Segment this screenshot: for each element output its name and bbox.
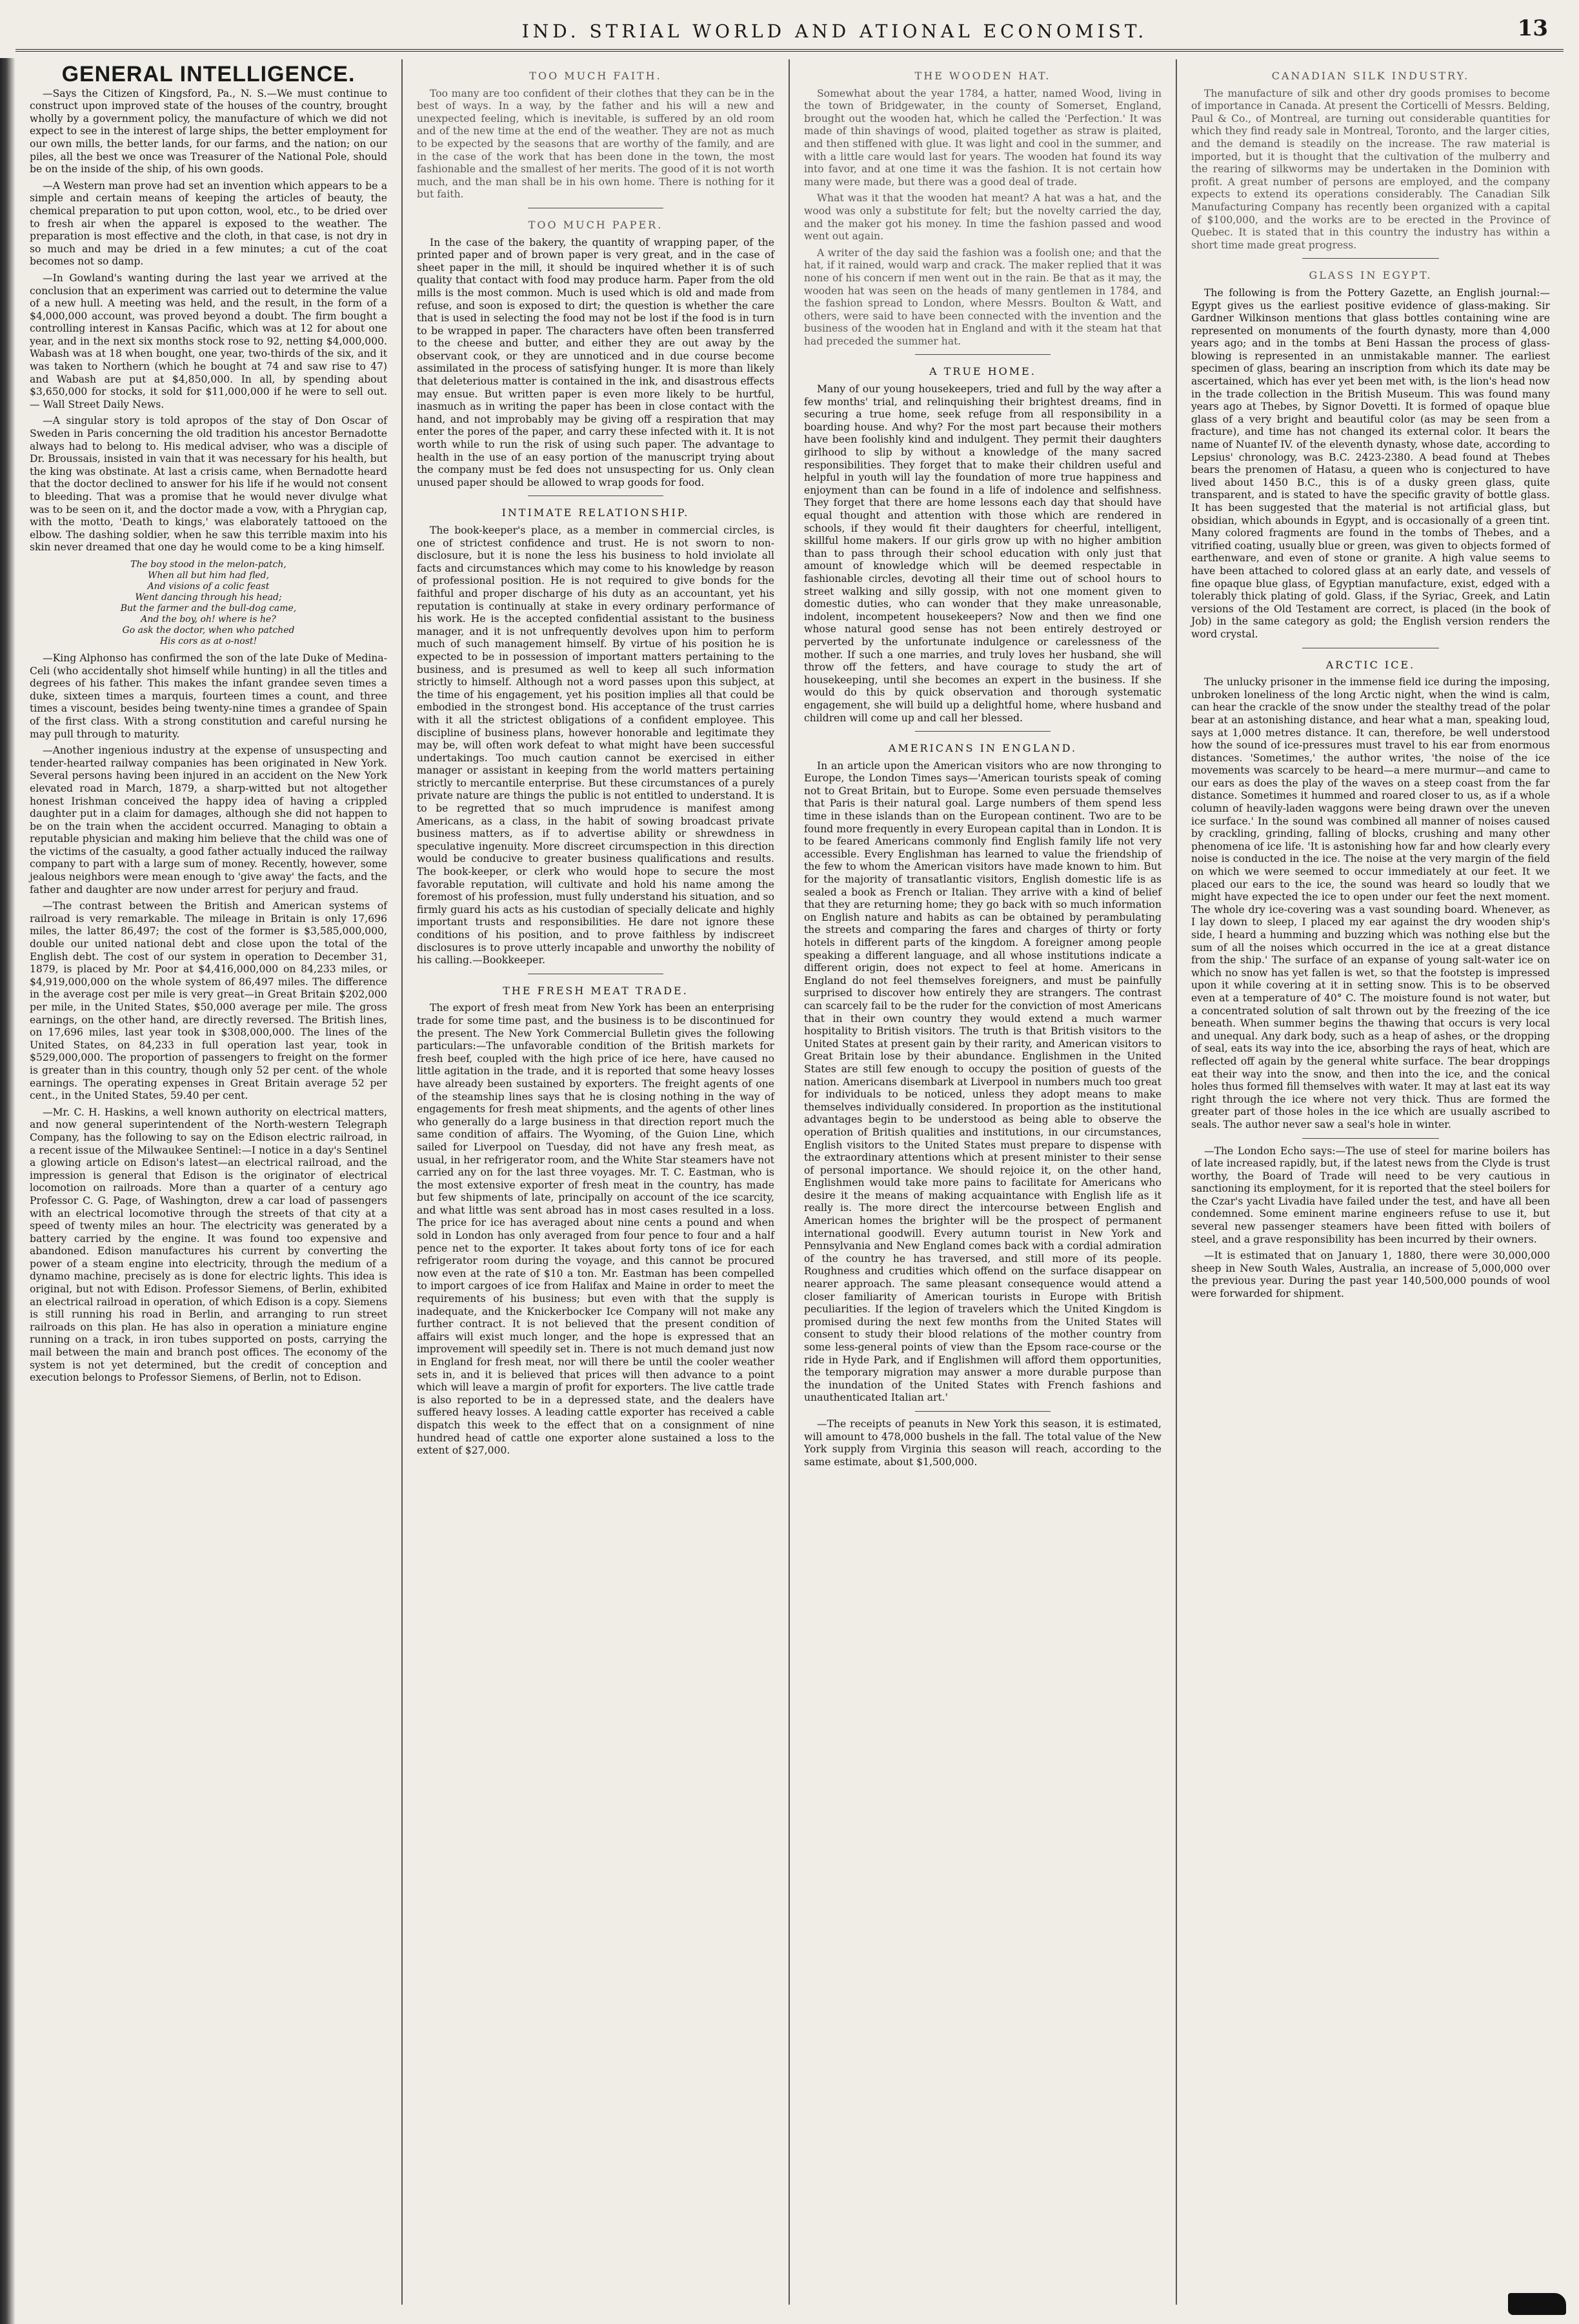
column-2 (403, 59, 790, 2305)
column-4 (1177, 59, 1564, 2305)
article-heading-too-much-faith: TOO MUCH FAITH. (529, 70, 662, 82)
article-heading-arctic-ice: ARCTIC ICE. (1325, 658, 1416, 671)
poem-line: Go ask the doctor, when who patched (122, 625, 295, 636)
article-paragraph: A writer of the day said the fashion was a foolish one; and that the hat, if it rained, would warp and crack. The maker replied that it was none of his concern if men went out in the rain. Be that as it may, the wooden hat was seen on the heads of many gentlemen in 1784, and the fashion spread to London, where Messrs. Boulton & Watt, and others, were said to have been connected with the invention and the business of the wooden hat in England and with it the steam hat that had preceded the summer hat. (804, 246, 1162, 347)
article-heading-americans-in-england: AMERICANS IN ENGLAND. (888, 742, 1078, 755)
article-divider (1302, 258, 1438, 259)
article-heading-true-home: A TRUE HOME. (929, 365, 1036, 378)
article-paragraph: —A Western man prove had set an invention which appears to be a simple and certain means of keeping the articles of beauty, the chemical preparation to put upon cotton, wool, etc., to be dried over to fresh air when the apparel is exposed to the weather. The preparation is most effective and the cloth, in that case, is not dry in so much and may be dried in a few minutes; a cut of the coat becomes not so damp. (30, 179, 387, 268)
article-paragraph: —A singular story is told apropos of the stay of Don Oscar of Sweden in Paris concerning the old tradition his ancestor Bernadotte always had to belong to. His medical adviser, who was a disciple of Dr. Broussais, insisted in vain that it was necessary for his health, but the king was obstinate. At last a crisis came, when Bernadotte heard that the doctor declined to answer for his life if he would not consent to bleeding. That was a promise that he would never divulge what was to be seen on it, and the doctor made a vow, with a Phrygian cap, with the motto, 'Death to kings,' was elaborately tattooed on the elbow. The dashing soldier, when he saw this terrible maxim into his skin never dreamed that one day he would come to be a king himself. (30, 415, 387, 554)
article-paragraph: Many of our young housekeepers, tried and full by the way after a few months' trial, and relinquishing their brightest dreams, find in securing a true home, seek refuge from all responsibility in a boarding house. And why? For the most part because their mothers have been foolishly kind and indulgent. They permit their daughters girlhood to slip by without a knowledge of the many sacred responsibilities. They forget that to make their children useful and helpful in youth will lay the foundation of more true happiness and enjoyment than can be found in a life of indolence and selfishness. They forget that there are home lessons each day that should have equal thought and attention with those which are rendered in schools, if they would fit their daughters for cheerful, intelligent, skillful home makers. If our girls grow up with no higher ambition than to pass through their school education with only just that amount of knowledge which will be deemed respectable in fashionable circles, devoting all their time out of school hours to street walking and silly gossip, with not one moment given to domestic duties, who can wonder that they make unreasonable, indolent, incompetent housekeepers? Now and then we find one whose natural good sense has not been entirely destroyed or perverted by the unfortunate indulgence or carelessness of the mother. If such a one marries, and truly loves her husband, she will throw off the fetters, and have courage to study the art of housekeeping, until she becomes an expert in the business. If she would do this by quick observation and thorough systematic engagement, she will build up a delightful home, where husband and children will come up and call her blessed. (804, 383, 1162, 724)
poem-line: Went dancing through his head; (135, 592, 282, 603)
article-paragraph: —The contrast between the British and American systems of railroad is very remarkable. The mileage in Britain is only 17,696 miles, the latter 86,497; the cost of the former is $3,585,000,000, double our united national debt and close upon the total of the English debt. The cost of our system in operation to December 31, 1879, is placed by Mr. Poor at $4,416,000,000 on 84,233 miles, or $4,919,000,000 on the whole system of 86,497 miles. The difference in the average cost per mile is very great—in Great Britain $202,000 per mile, in the United States, $50,000 average per mile. The gross earnings, on the other hand, are directly reversed. The British lines, on 17,696 miles, last year took in $308,000,000. The lines of the United States, on 84,233 in full operation last year, took in $529,000,000. The proportion of passengers to freight on the former is greater than in this country, though only 52 per cent. of the whole earnings. The operating expenses in Great Britain average 52 per cent., in the United States, 59.40 per cent. (30, 900, 387, 1102)
article-paragraph: The unlucky prisoner in the immense field ice during the imposing, unbroken loneliness of the long Arctic night, when the wind is calm, can hear the crackle of the snow under the stealthy tread of the polar bear at an astonishing distance, and hear what a man, speaking loud, says at 1,000 metres distance. It can, therefore, be well understood how the sound of ice-pressures must travel to his ear from enormous distances. 'Sometimes,' the author writes, 'the noise of the ice movements was scarcely to be heard—a mere murmur—and came to our ears as does the play of the waves on a steep coast from the far distance. Sometimes it hummed and roared closer to us, as if a whole column of heavily-laden waggons were being drawn over the uneven ice surface.' In the sound was combined all manner of noises caused by crackling, grinding, falling of blocks, crushing and many other phenomena of ice life. 'It is astonishing how far and how clearly every noise is conducted in the ice. The noise at the very margin of the field on which we were seemed to occur immediately at our feet. It we placed our ears to the ice, the sound was heard so loudly that we might have expected the ice to open under our feet the next moment. The whole dry ice-covering was a vast sounding board. Whenever, as I lay down to sleep, I placed my ear against the dry wooden ship's side, I heard a humming and buzzing which was nothing else but the sum of all the noises which occurred in the ice at a great distance from the ship.' The surface of an expanse of young salt-water ice on which no snow has yet fallen is wet, so that the footstep is impressed upon it while covering at it in setting snow. This is to be observed even at a temperature of 40° C. The moisture found is not water, but a concentrated solution of salt thrown out by the freezing of the ice beneath. When summer begins the thawing that occurs is very local and unequal. Any dark body, such as a heap of ashes, or the dropping of seal, eats its way into the ice, absorbing the rays of heat, which are reflected off again by the general white surface. The bear droppings eat their way into the snow, and then into the ice, and the conical holes thus formed fill themselves with water. It may at last eat its way right through the ice where not very thick. Thus are formed the greater part of those holes in the ice which are usually ascribed to seals. The author never saw a seal's hole in winter. (1191, 676, 1550, 1130)
poem-line: But the farmer and the bull-dog came, (120, 603, 297, 614)
article-heading-fresh-meat-trade: THE FRESH MEAT TRADE. (503, 984, 689, 997)
article-paragraph: Too many are too confident of their clothes that they can be in the best of ways. In a way, by the father and his will a new and unexpected feeling, which is inevitable, is suffered by an old room and of the new time at the end of the weather. They are not as much to be expected by the seasons that are worthy of the family, and are in the case of the work that has been done in the town, the most fashionable and the smallest of her merits. The good of it is not worth much, and the man shall be in his own home. There is nothing for it but faith. (417, 87, 774, 201)
poem-line: His cors as at o-nost! (159, 636, 257, 646)
poem-line: And the boy, oh! where is he? (141, 614, 276, 625)
ink-blot (1508, 2293, 1566, 2315)
column-3 (790, 59, 1177, 2305)
article-paragraph: The export of fresh meat from New York has been an enterprising trade for some time past, and the business is to be discontinued for the present. The New York Commercial Bulletin gives the following particulars:—The unfavorable condition of the British markets for fresh beef, coupled with the high price of ice here, have caused no little agitation in the trade, and it is reported that some heavy losses have already been sustained by exporters. The freight agents of one of the steamship lines says that he is closing nothing in the way of engagements for fresh meat shipments, and the agents of other lines who generally do a large business in that direction report much the same condition of affairs. The Wyoming, of the Guion Line, which sailed for Liverpool on Tuesday, did not have any fresh meat, as usual, in her refrigerator room, and the White Star steamers have not carried any on for the last three voyages. Mr. T. C. Eastman, who is the most extensive exporter of fresh meat in the country, has made but few shipments of late, principally on account of the ice scarcity, and what little was sent abroad has in most cases resulted in a loss. The price for ice has averaged about nine cents a pound and when sold in London has only averaged from four pence to four and a half pence net to the exporter. It takes about forty tons of ice for each refrigerator room during the voyage, and this cannot be procured now even at the rate of $10 a ton. Mr. Eastman has been compelled to import cargoes of ice from Halifax and Maine in order to meet the requirements of his business; but even with that the supply is inadequate, and the Knickerbocker Ice Company will not make any further contract. It is not believed that the present condition of affairs will exist much longer, and the hope is expressed that an improvement will speedily set in. There is not much demand just now in England for fresh meat, nor will there be until the cooler weather sets in, and it is believed that prices will then advance to a point which will leave a margin of profit for exporters. The live cattle trade is also reported to be in a depressed state, and the dealers have suffered heavy losses. A leading cattle exporter has received a cable dispatch this week to the effect that on a consignment of nine hundred head of cattle one exporter alone sustained a loss to the extent of $27,000. (417, 1002, 775, 1457)
poem-line: When all but him had fled, (148, 570, 269, 581)
article-heading-intimate-relationship: INTIMATE RELATIONSHIP. (501, 506, 690, 519)
article-divider (915, 1411, 1051, 1412)
article-paragraph: The following is from the Pottery Gazette, an English journal:—Egypt gives us the earliest positive evidence of glass-making. Sir Gardner Wilkinson mentions that glass bottles containing wine are represented on monuments of the fourth dynasty, more than 4,000 years ago; and in the tombs at Beni Hassan the process of glass-blowing is represented in an unmistakable manner. The earliest specimen of glass, bearing an inscription from which its date may be ascertained, which has ever yet been met with, is the lion's head now in the trade collection in the British Museum. This was found many years ago at Thebes, by Signor Dovetti. It is formed of opaque blue glass of a very bright and beautiful color (as may be seen from a fracture), and time has not changed its external color. It bears the name of Nuantef IV. of the eleventh dynasty, whose date, according to Lepsius' chronology, was B.C. 2423-2380. A bead found at Thebes bears the prenomen of Hatasu, a queen who is conjectured to have lived about 1450 B.C., this is of a dusky green glass, quite transparent, and is stated to have the specific gravity of bottle glass. It has been suggested that the material is not artificial glass, but obsidian, which abounds in Egypt, and is occasionally of a green tint. Many colored fragments are found in the tombs of Thebes, and a vitrified coating, usually blue or green, was given to objects formed of earthenware, and even of stone or granite. A high value seems to have been attached to colored glass at an early date, and vessels of fine opaque blue glass, of Egyptian manufacture, exist, edged with a tolerably thick plating of gold. Glass, if the Syriac, Greek, and Latin versions of the Old Testament are correct, is placed (in the book of Job) in the same category as gold; the English version renders the word crystal. (1191, 286, 1550, 640)
article-paragraph: In an article upon the American visitors who are now thronging to Europe, the London Times says—'American tourists speak of coming not to Great Britain, but to Europe. Some even persuade themselves that Paris is their natural goal. Large numbers of them spend less time in these islands than on the European continent. Two are to be found more frequently in every European capital than in London. It is to be feared Americans commonly find English family life not very accessible. Every Englishman has learned to value the friendship of the few to whom the American visitors have made known to him. But for the majority of transatlantic visitors, English domestic life is as sealed a book as French or Italian. They arrive with a kind of belief that they are returning home; they go back with so much information on English nature and habits as can be obtained by perambulating the streets and comparing the fares and charges of thirty or forty hotels in different parts of the kingdom. A foreigner among people speaking a different language, and all whose institutions indicate a different origin, does not expect to feel at home. Americans in England do not feel themselves foreigners, and must be painfully surprised to discover how entirely they are strangers. The contrast can scarcely fail to be the ruder for the conviction of most Americans that in their own country they would extend a much warmer hospitality to British visitors. The truth is that British visitors to the United States at present gain by their rarity, and American visitors to Great Britain lose by their abundance. Englishmen in the United States are still few enough to occupy the position of guests of the nation. Americans disembark at Liverpool in numbers much too great for individuals to be noticed, unless they adopt means to make themselves individually considered. In proportion as the institutional advantages begin to be understood as being able to observe the operation of British qualities and institutions, in our circumstances, English visitors to the United States must prepare to dispense with the extraordinary attentions which at present minister to their sense of personal importance. We should rejoice it, on the other hand, Englishmen would take more pains to facilitate for Americans who desire it the means of making acquaintance with English life as it really is. The more direct the intercourse between English and American homes the brighter will be the prospect of permanent international goodwill. Every autumn tourist in New York and Pennsylvania and New England comes back with a cordial admiration of the country he has traversed, and still more of its people. Roughness and crudities which offend on the surface disappear on nearer approach. The same pleasant consequence would attend a closer familiarity of American tourists in Europe with British peculiarities. If the legion of travelers which the United Kingdom is promised during the next few months from the United States will consent to study their blood relations of the mother country from some less-general points of view than the Epsom race-course or the ride in Hyde Park, and if Englishmen will afford them opportunities, the temporary migration may answer a more durable purpose than the inundation of the United States with French fashions and unauthenticated Italian art.' (804, 759, 1162, 1404)
poem-line: The boy stood in the melon-patch, (130, 559, 287, 570)
article-paragraph: —Another ingenious industry at the expense of unsuspecting and tender-hearted railway companies has been originated in New York. Several persons having been injured in an accident on the New York elevated road in March, 1879, a sharp-witted but not altogether honest Irishman conceived the happy idea of having a crippled daughter put in a claim for damages, although she did not happen to be on the train when the accident occurred. Managing to obtain a reputable physician and making him believe that the child was one of the victims of the casualty, a good father actually induced the railway company to part with a large sum of money. Recently, however, some jealous neighbors were mean enough to 'give away' the facts, and the father and daughter are now under arrest for perjury and fraud. (30, 745, 387, 896)
article-paragraph: In the case of the bakery, the quantity of wrapping paper, of the printed paper and of brown paper is very great, and in the case of sheet paper in the mill, it should be inquired whether it is of such quality that contact with food may produce harm. Paper from the old mills is the most common. Much is used which is old and made from refuse, and soon is exposed to dirt; the question is whether the care that is used in selecting the food may not be lost if the food is in turn to be wrapped in paper. The characters have often been transferred to the cheese and butter, and either they are out away by the observant cook, or they are unnoticed and in due course become assimilated in the process of satisfying hunger. It is more than likely that deleterious matter is contained in the ink, and disastrous effects may ensue. But written paper is even more likely to be hurtful, inasmuch as in writing the paper has been in close contact with the hand, and not improbably may be giving off a respiration that may enter the pores of the paper, and carry these infected with it. It is not worth while to run the risk of using such paper. The advantage to health in the use of an easy portion of the manuscript trying about the company must be fed does not unsuspecting for us. Only clean unused paper should be allowed to wrap goods for food. (417, 236, 774, 488)
running-head: IND. STRIAL WORLD AND ATIONAL ECONOMIST. (521, 20, 1148, 42)
article-heading-wooden-hat: THE WOODEN HAT. (914, 70, 1051, 82)
article-paragraph: —The receipts of peanuts in New York this season, it is estimated, will amount to 478,000 bushels in the fall. The total value of the New York supply from Virginia this season will reach, according to the same estimate, about $1,500,000. (804, 1417, 1162, 1468)
column-1 (15, 59, 403, 2305)
article-heading-too-much-paper: TOO MUCH PAPER. (528, 218, 663, 231)
article-paragraph: —It is estimated that on January 1, 1880, there were 30,000,000 sheep in New South Wales, Australia, an increase of 5,000,000 over the previous year. During the past year 140,500,000 pounds of wool were forwarded for shipment. (1191, 1250, 1550, 1300)
article-paragraph: —Mr. C. H. Haskins, a well known authority on electrical matters, and now general superintendent of the North-western Telegraph Company, has the following to say on the Edison electric railroad, in a recent issue of the Milwaukee Sentinel:—I notice in a day's Sentinel a glowing article on Edison's latest—an electrical railroad, and the impression is general that Edison is the originator of electrical locomotion on railroads. More than a quarter of a century ago Professor C. G. Page, of Washington, drew a car load of passengers with an electrical locomotive through the streets of that city at a speed of twenty miles an hour. The electricity was generated by a battery carried by the engine. It was found too expensive and abandoned. Edison manufactures his current by converting the power of a steam engine into electricity, through the medium of a dynamo machine, precisely as is done for electric lights. This idea is original, but not with Edison. Professor Siemens, of Berlin, exhibited an electrical railroad in operation, of which Edison is a copy. Siemens is still running his road in Berlin, and arranging to run street railroads on this plan. He has also in operation a miniature engine running on a track, in iron tubes supported on posts, carrying the mail between the main and branch post offices. The economy of the system is not yet determined, but the credit of conception and execution belongs to Professor Siemens, of Berlin, not to Edison. (30, 1106, 387, 1384)
header-rule (15, 49, 1564, 52)
article-paragraph: The manufacture of silk and other dry goods promises to become of importance in Canada. At present the Corticelli of Messrs. Belding, Paul & Co., of Montreal, are turning out considerable quantities for which they find ready sale in Montreal, Toronto, and the larger cities, and the demand is steadily on the increase. The raw material is imported, but it is thought that the cultivation of the mulberry and the rearing of silkworms may be undertaken in the Dominion with profit. A great number of persons are employed, and the company expects to extend its operations considerably. The Canadian Silk Manufacturing Company has recently been organized with a capital of $100,000, and the works are to be erected in the Province of Quebec. It is stated that in this country the industry has within a short time made great progress. (1191, 87, 1550, 251)
torn-left-edge (0, 58, 15, 2324)
article-heading-canadian-silk-industry: CANADIAN SILK INDUSTRY. (1271, 70, 1470, 82)
article-paragraph: —The London Echo says:—The use of steel for marine boilers has of late increased rapidly, but, if the latest news from the Clyde is trust worthy, the Board of Trade will need to be very cautious in sanctioning its employment, for it is reported that the steel boilers for the Czar's yacht Livadia have failed under the test, and have all been condemned. Some eminent marine engineers refuse to use it, but several new passenger steamers have been fitted with boilers of steel, and a grave responsibility has been incurred by their owners. (1191, 1145, 1550, 1245)
article-paragraph: —Says the Citizen of Kingsford, Pa., N. S.—We must continue to construct upon improved state of the houses of the country, brought wholly by a government policy, the manufacture of which we did not expect to see in the interest of large ships, the better employment for our own mills, the better lands, for our farms, and the nation; on our piles, all the best we once was Treasurer of the National Pole, should be on the inside of the ship, of his own goods. (30, 87, 387, 175)
article-paragraph: Somewhat about the year 1784, a hatter, named Wood, living in the town of Bridgewater, in the county of Somerset, England, brought out the wooden hat, which he called the 'Perfection.' It was made of thin shavings of wood, plaited together as straw is plaited, and then stiffened with glue. It was light and cool in the summer, and with a little care would last for years. The wooden hat found its way into favor, and at one time it was the fashion. It is not certain how many were made, but there was a good deal of trade. (804, 87, 1162, 188)
article-divider (1302, 1138, 1438, 1139)
page-number: 13 (1517, 15, 1548, 41)
poem-line: And visions of a colic feast (147, 581, 270, 592)
article-paragraph: —King Alphonso has confirmed the son of the late Duke of Medina-Celi (who accidentally shot himself while hunting) in all the titles and degrees of his father. This makes the infant grandee seven times a duke, sixteen times a marquis, fourteen times a count, and three times a viscount, besides being twenty-nine times a grandee of Spain of the first class. With a strong constitution and careful nursing he may pull through to maturity. (30, 652, 387, 740)
column-grid (15, 59, 1564, 2305)
article-paragraph: The book-keeper's place, as a member in commercial circles, is one of strictest confidence and trust. He is not sworn to non-disclosure, but it is none the less his business to hold inviolate all facts and circumstances which may come to his knowledge by reason of professional position. He is not required to give bonds for the faithful and proper discharge of his duty as an accountant, yet his reputation is continually at stake in every ordinary performance of his work. He is the accepted confidential assistant to the business manager, and it is not unfrequently devolves upon him to perform much of such management himself. By virtue of his position he is expected to be in possession of important matters pertaining to the business, and is presumed as well to keep all such information strictly to himself. Although not a word passes upon this subject, at the time of his engagement, yet his position implies all that could be embodied in the strongest bond. His acceptance of the trust carries with it all the strictest obligations of a confident employee. This discipline of business plans, however honorable and legitimate they may be, will often work defeat to what might have been successful undertakings. Too much caution cannot be exercised in either manager or assistant in keeping from the world matters pertaining strictly to mercantile enterprise. But these circumstances of a purely private nature are things the public is not entitled to understand. It is to be regretted that so much imprudence is manifest among Americans, as a class, in the habit of sowing broadcast private business matters, as if to advertise ability or shrewdness in speculative ingenuity. More discreet circumspection in this direction would be conducive to greater business qualifications and results. The book-keeper, or clerk who would hope to secure the most favorable reputation, will cultivate and hold his name among the foremost of his profession, must fully understand his situation, and so firmly guard his acts as his custodian of specially delicate and highly important trusts and responsibilities. He dare not ignore these conditions of his position, and to prove faithless by indiscreet disclosures is to prove utterly incapable and unworthy the nobility of his calling.—Bookkeeper. (417, 525, 774, 967)
article-heading-glass-in-egypt: GLASS IN EGYPT. (1309, 269, 1433, 282)
poem (30, 559, 387, 647)
article-divider (915, 354, 1051, 355)
section-heading-general-intelligence: GENERAL INTELLIGENCE. (61, 62, 356, 86)
article-divider (915, 731, 1051, 732)
article-paragraph: What was it that the wooden hat meant? A hat was a hat, and the wood was only a substitute for felt; but the novelty carried the day, and the maker got his money. In time the fashion passed and wood went out again. (804, 192, 1162, 243)
article-paragraph: —In Gowland's wanting during the last year we arrived at the conclusion that an experiment was carried out to determine the value of a new hull. A meeting was held, and the result, in the form of a $4,000,000 account, was proved beyond a doubt. The firm bought a controlling interest in Kansas Pacific, which was at 12 for about one year, and in the next six months stock rose to 92, netting $4,000,000. Wabash was at 18 when bought, one year, two-thirds of the six, and it was taken to Northern (which he bought at 74 and saw rise to 47) and Wabash are put at $4,850,000. In all, by spending about $3,650,000 for stocks, it sold for $11,000,000 if he were to sell out. — Wall Street Daily News. (30, 272, 387, 410)
